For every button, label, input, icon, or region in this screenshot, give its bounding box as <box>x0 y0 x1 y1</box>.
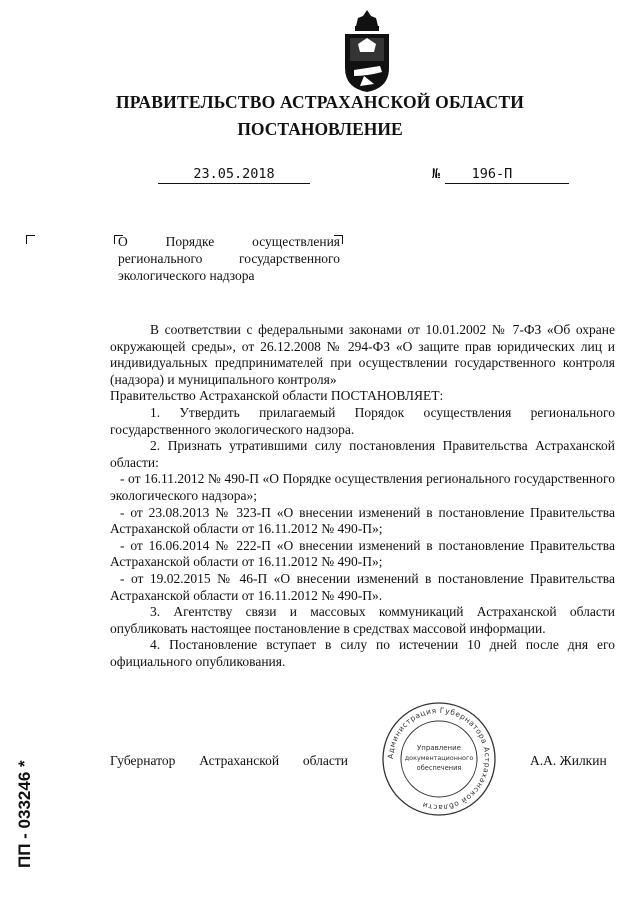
repealed-item: - от 19.02.2015 № 46-П «О внесении изменений в постановление Правительства Астраханской области от 16.11.2012 № 490-П». <box>110 570 615 603</box>
clause-1: 1. Утвердить прилагаемый Порядок осуществления регионального государственного экологического надзора. <box>110 404 615 437</box>
stamp-ring-text: Администрация Губернатора Астраханской области <box>385 705 493 813</box>
organization-title: ПРАВИТЕЛЬСТВО АСТРАХАНСКОЙ ОБЛАСТИ <box>115 92 525 112</box>
serial-number-text: ПП - 033246 * <box>15 760 34 868</box>
document-date: 23.05.2018 <box>158 165 310 184</box>
clause-3: 3. Агентству связи и массовых коммуникаций Астраханской области опубликовать настоящее постановление в средствах массовой информации. <box>110 604 615 636</box>
document-subject: О Порядке осуществления регионального государственного экологического надзора <box>118 234 340 283</box>
stamp-center-line: обеспечения <box>416 764 462 772</box>
repealed-item: - от 16.11.2012 № 490-П «О Порядке осуществления регионального государственного экологического надзора»; <box>110 471 615 503</box>
signatory-name: А.А. Жилкин <box>530 753 607 768</box>
document-type: ПОСТАНОВЛЕНИЕ <box>237 119 403 139</box>
repealed-item: - от 16.06.2014 № 222-П «О внесении изменений в постановление Правительства Астраханской области от 16.11.2012 № 490-П»; <box>110 537 615 570</box>
stamp-center-line: Управление <box>417 744 461 752</box>
intro-paragraph: В соответствии с федеральными законами от 10.01.2002 № 7-ФЗ «Об охране окружающей среды», от 26.12.2008 № 294-ФЗ «О защите прав юридических лиц и индивидуальных предпринимателей при осуществлении государственного контроля (надзора) и муниципального контроля» <box>110 322 615 387</box>
stamp-center-line: документационного <box>404 754 474 762</box>
document-number: 196-П <box>445 165 569 184</box>
number-sign: № <box>432 166 441 182</box>
repealed-item: - от 23.08.2013 № 323-П «О внесении изменений в постановление Правительства Астраханской области от 16.11.2012 № 490-П»; <box>110 504 615 537</box>
document-body <box>110 322 615 670</box>
corner-mark <box>26 235 35 244</box>
serial-number <box>8 710 38 870</box>
clause-2: 2. Признать утратившими силу постановления Правительства Астраханской области: <box>110 438 615 470</box>
signatory-position: Губернатор Астраханской области <box>110 753 348 768</box>
resolves-line: Правительство Астраханской области ПОСТАНОВЛЯЕТ: <box>110 388 444 404</box>
clause-4: 4. Постановление вступает в силу по истечении 10 дней после дня его официального опубликования. <box>110 637 615 669</box>
coat-of-arms-icon <box>342 6 392 94</box>
official-stamp-icon <box>380 700 498 818</box>
